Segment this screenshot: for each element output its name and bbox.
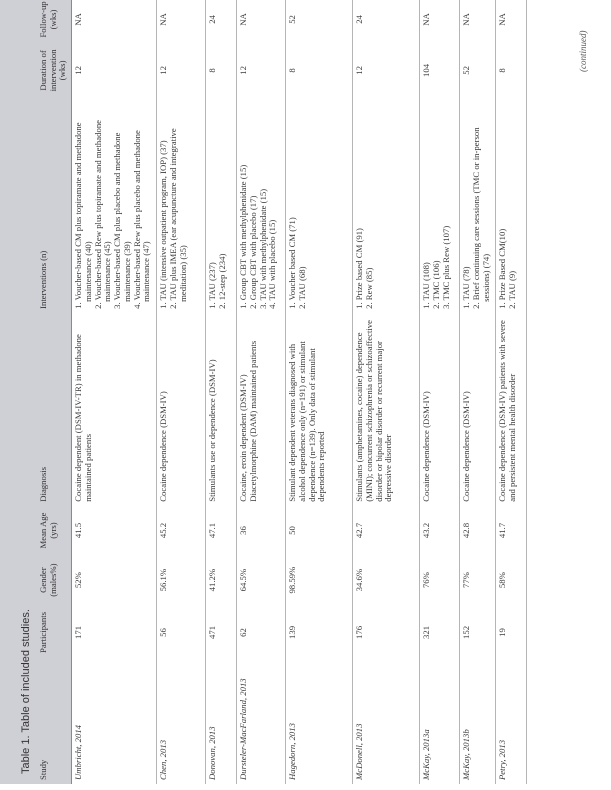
intervention-item: 2. TAU plus IMEA (ear acupuncture and integrative meditation) (35) xyxy=(167,128,188,309)
intervention-list xyxy=(74,102,152,309)
cell-age: 47.1 xyxy=(206,506,237,556)
cell-study: Chen, 2013 xyxy=(157,660,206,784)
intervention-item: 3. TAU with methylphenidate (15) xyxy=(257,188,268,309)
cell-participants: 152 xyxy=(460,605,496,660)
cell-participants: 139 xyxy=(286,605,353,660)
intervention-item: 4. TAU with placebo (15) xyxy=(267,219,278,309)
cell-interventions xyxy=(420,98,460,313)
intervention-item: 1. Group CBT with methylphenidate (15) xyxy=(238,164,249,309)
cell-followup: NA xyxy=(237,0,286,43)
cell-diagnosis: Cocaine dependent (DSM-IV-TR) in methadone maintained patients xyxy=(72,313,157,506)
cell-gender: 64.5% xyxy=(237,555,286,605)
caption-band xyxy=(0,0,36,784)
cell-followup: NA xyxy=(496,0,527,43)
cell-study: Umbricht, 2014 xyxy=(72,660,157,784)
table-row xyxy=(420,0,460,784)
cell-age: 41.5 xyxy=(72,506,157,556)
cell-interventions xyxy=(460,98,496,313)
intervention-item: 2. TMC (106) xyxy=(430,260,441,309)
cell-duration: 8 xyxy=(286,43,353,98)
intervention-item: 1. Prize Based CM(10) xyxy=(497,228,508,309)
intervention-item: 2. 12-step (234) xyxy=(216,253,227,309)
cell-age: 45.2 xyxy=(157,506,206,556)
cell-participants: 176 xyxy=(353,605,420,660)
table-row xyxy=(496,0,527,784)
cell-study: McKay, 2013b xyxy=(460,660,496,784)
header-followup: Follow-up (wks) xyxy=(36,0,72,43)
cell-duration: 12 xyxy=(237,43,286,98)
cell-study: Hagedorn, 2013 xyxy=(286,660,353,784)
cell-gender: 76% xyxy=(420,555,460,605)
cell-age: 42.7 xyxy=(353,506,420,556)
table-row xyxy=(72,0,157,784)
continued-note: (continued) xyxy=(578,30,588,72)
intervention-item: 4. Voucher-based Rew plus placebo and methadone maintenance (47) xyxy=(131,130,152,309)
intervention-item: 1. Prize based CM (91) xyxy=(354,228,365,309)
cell-duration: 12 xyxy=(353,43,420,98)
intervention-item: 3. TMC plus Rew (107) xyxy=(440,225,451,309)
cell-study: Petry, 2013 xyxy=(496,660,527,784)
cell-interventions xyxy=(286,98,353,313)
cell-diagnosis: Stimulants (amphetamines, cocaine) dependence (MINI); concurrent schizophrenia or schizoaffective disorder or bipolar disorder or recurrent major depressive disorder xyxy=(353,313,420,506)
header-gender: Gender (males%) xyxy=(36,555,72,605)
cell-followup: 24 xyxy=(206,0,237,43)
header-participants: Participants xyxy=(36,605,72,660)
cell-interventions xyxy=(237,98,286,313)
intervention-item: 2. Rew (85) xyxy=(363,267,374,309)
cell-interventions xyxy=(353,98,420,313)
header-age: Mean Age (yrs) xyxy=(36,506,72,556)
table-caption: Table 1. Table of included studies. xyxy=(20,609,32,774)
intervention-list xyxy=(498,102,517,309)
intervention-item: 2. TAU (9) xyxy=(507,270,518,309)
table-row xyxy=(460,0,496,784)
cell-gender: 98.59% xyxy=(286,555,353,605)
header-duration: Duration of intervention (wks) xyxy=(36,43,72,98)
cell-diagnosis: Cocaine dependence (DSM-IV) patients with severe and persistent mental health disorder xyxy=(496,313,527,506)
cell-duration: 12 xyxy=(157,43,206,98)
cell-gender: 34.6% xyxy=(353,555,420,605)
intervention-item: 1. Voucher based CM (71) xyxy=(287,217,298,309)
intervention-item: 1. Voucher-based CM plus topiramate and methadone maintenance (40) xyxy=(73,122,93,309)
intervention-list xyxy=(355,102,374,309)
intervention-item: 2. Brief continuing care sessions (TMC or in-person sessions) (74) xyxy=(470,127,491,309)
cell-study: McDonell, 2013 xyxy=(353,660,420,784)
cell-followup: NA xyxy=(72,0,157,43)
cell-followup: 24 xyxy=(353,0,420,43)
intervention-item: 1. TAU (108) xyxy=(421,262,432,309)
intervention-list xyxy=(208,102,227,309)
cell-followup: NA xyxy=(460,0,496,43)
cell-diagnosis: Stimulants use or dependence (DSM-IV) xyxy=(206,313,237,506)
cell-diagnosis: Stimulant dependent veterans diagnosed with alcohol dependence only (n=191) or stimulant dependence (n=139). Only data of stimulant dependents reported xyxy=(286,313,353,506)
cell-participants: 171 xyxy=(72,605,157,660)
cell-study: Dursteler-MacFarland, 2013 xyxy=(237,660,286,784)
cell-age: 50 xyxy=(286,506,353,556)
intervention-list xyxy=(159,102,188,309)
cell-duration: 8 xyxy=(206,43,237,98)
cell-interventions xyxy=(72,98,157,313)
table-row xyxy=(286,0,353,784)
cell-interventions xyxy=(206,98,237,313)
intervention-list xyxy=(239,102,278,309)
cell-study: McKay, 2013a xyxy=(420,660,460,784)
cell-study: Donovan, 2013 xyxy=(206,660,237,784)
intervention-item: 1. TAU (intensive outpatient program, IOP) (37) xyxy=(158,140,169,309)
table-row xyxy=(157,0,206,784)
intervention-list xyxy=(288,102,307,309)
cell-age: 43.2 xyxy=(420,506,460,556)
intervention-item: 2. TAU (68) xyxy=(296,266,307,309)
cell-interventions xyxy=(157,98,206,313)
intervention-list xyxy=(422,102,451,309)
cell-age: 41.7 xyxy=(496,506,527,556)
cell-diagnosis: Cocaine dependence (DSM-IV) xyxy=(460,313,496,506)
cell-participants: 471 xyxy=(206,605,237,660)
cell-interventions xyxy=(496,98,527,313)
intervention-item: 2. Voucher-based Rew plus topiramate and methadone maintenance (45) xyxy=(92,119,113,309)
cell-followup: 52 xyxy=(286,0,353,43)
cell-followup: NA xyxy=(420,0,460,43)
cell-diagnosis: Cocaine, eroin dependent (DSM-IV) Diacetylmorphine (DAM) maintained patients xyxy=(237,313,286,506)
cell-age: 36 xyxy=(237,506,286,556)
cell-followup: NA xyxy=(157,0,206,43)
intervention-item: 1. TAU (78) xyxy=(461,266,472,309)
table-header-row xyxy=(36,0,72,784)
cell-participants: 62 xyxy=(237,605,286,660)
studies-table xyxy=(36,0,527,784)
cell-duration: 104 xyxy=(420,43,460,98)
cell-participants: 56 xyxy=(157,605,206,660)
cell-duration: 8 xyxy=(496,43,527,98)
header-study: Study xyxy=(36,660,72,784)
cell-gender: 52% xyxy=(72,555,157,605)
intervention-item: 3. Voucher-based CM plus placebo and methadone maintenance (39) xyxy=(112,132,132,309)
cell-participants: 321 xyxy=(420,605,460,660)
cell-duration: 12 xyxy=(72,43,157,98)
cell-duration: 52 xyxy=(460,43,496,98)
table-row xyxy=(206,0,237,784)
cell-gender: 58% xyxy=(496,555,527,605)
intervention-item: 2. Group CBT with placebo (17) xyxy=(247,195,258,309)
cell-gender: 77% xyxy=(460,555,496,605)
cell-age: 42.8 xyxy=(460,506,496,556)
header-diagnosis: Diagnosis xyxy=(36,313,72,506)
cell-gender: 56.1% xyxy=(157,555,206,605)
table-row xyxy=(237,0,286,784)
intervention-item: 1. TAU (237) xyxy=(207,262,218,309)
header-interventions: Interventions (n) xyxy=(36,98,72,313)
table-row xyxy=(353,0,420,784)
cell-gender: 41.2% xyxy=(206,555,237,605)
intervention-list xyxy=(462,102,491,309)
cell-diagnosis: Cocaine dependence (DSM-IV) xyxy=(420,313,460,506)
cell-diagnosis: Cocaine dependence (DSM-IV) xyxy=(157,313,206,506)
cell-participants: 19 xyxy=(496,605,527,660)
table-body xyxy=(72,0,527,784)
